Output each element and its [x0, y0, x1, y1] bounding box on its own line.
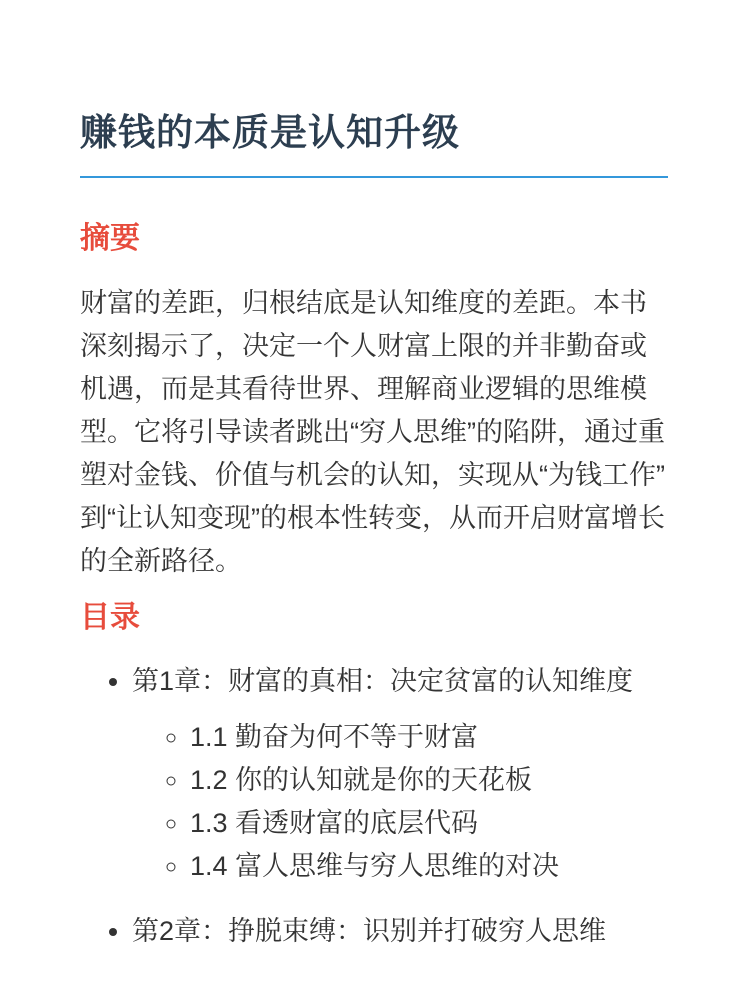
toc-chapter-2 [132, 910, 668, 953]
toc-chapter-1-sections [132, 716, 668, 888]
page-title: 赚钱的本质是认知升级 [80, 112, 460, 153]
title-divider [80, 176, 668, 178]
abstract-text: 财富的差距，归根结底是认知维度的差距。本书深刻揭示了，决定一个人财富上限的并非勤奋或机遇，而是其看待世界、理解商业逻辑的思维模型。它将引导读者跳出“穷人思维”的陷阱，通过重塑对金钱、价值与机会的认知，实现从“为钱工作”到“让认知变现”的根本性转变，从而开启财富增长的全新路径。 [80, 287, 665, 576]
toc-heading: 目录 [80, 600, 140, 634]
toc-section-1-2: ◦ 1.2 你的认知就是你的天花板 [190, 759, 668, 802]
toc-section-1-1: ◦ 1.1 勤奋为何不等于财富 [190, 716, 668, 759]
abstract-heading: 摘要 [80, 222, 140, 256]
toc-chapter-2-label: 第2章：挣脱束缚：识别并打破穷人思维 [132, 916, 607, 947]
toc-chapter-1 [132, 660, 668, 888]
toc-list [80, 660, 668, 953]
toc-section-1-4: ◦ 1.4 富人思维与穷人思维的对决 [190, 845, 668, 888]
toc-section-1-3: ◦ 1.3 看透财富的底层代码 [190, 802, 668, 845]
toc-chapter-1-label: 第1章：财富的真相：决定贫富的认知维度 [132, 666, 634, 697]
